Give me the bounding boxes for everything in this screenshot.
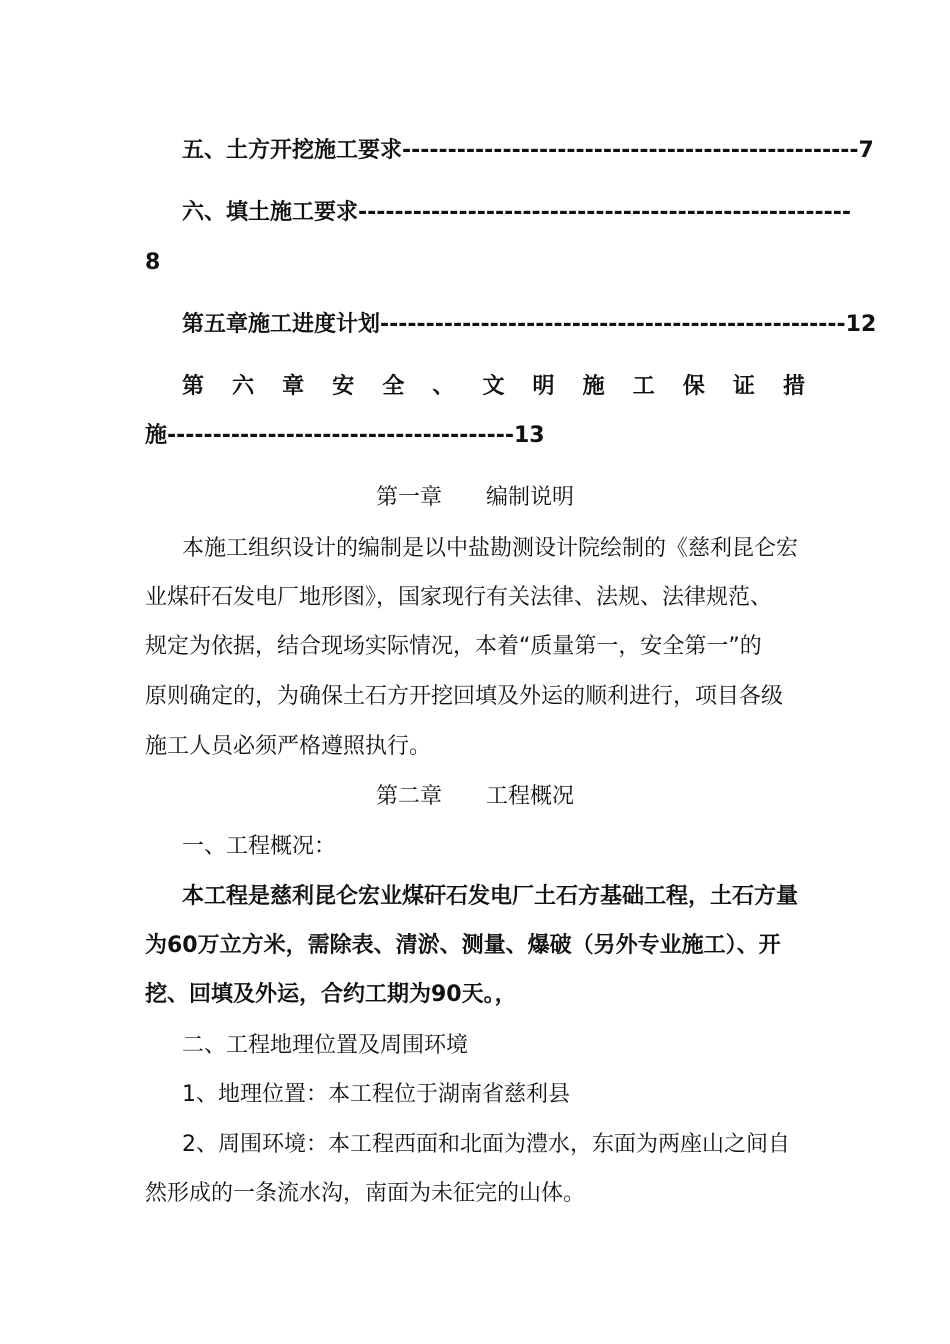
toc-chapter-6-page: 施--------------------------------------13: [145, 423, 545, 448]
paragraph-line: 本工程是慈利昆仑宏业煤矸石发电厂土石方基础工程，土石方量: [182, 884, 799, 909]
toc-char: 明: [532, 374, 555, 399]
paragraph-line: 规定为依据，结合现场实际情况，本着“质量第一，安全第一”的: [145, 634, 762, 659]
toc-char: 六: [232, 374, 255, 399]
paragraph-line: 挖、回填及外运，合约工期为90天。，: [145, 982, 517, 1007]
toc-chapter-5: 第五章施工进度计划---------------------------------------------------12: [182, 312, 877, 337]
toc-char: 、: [432, 374, 455, 399]
paragraph-line: 2、周围环境：本工程西面和北面为澧水，东面为两座山之间自: [182, 1132, 790, 1157]
section-heading: 一、工程概况：: [182, 834, 337, 859]
toc-char: 措: [782, 374, 805, 399]
paragraph-line: 业煤矸石发电厂地形图》，国家现行有关法律、法规、法律规范、: [145, 585, 773, 610]
paragraph-line: 1、地理位置：本工程位于湖南省慈利县: [182, 1082, 570, 1107]
toc-char: 证: [732, 374, 755, 399]
toc-char: 保: [682, 374, 705, 399]
toc-char: 施: [582, 374, 605, 399]
toc-item-6: 六、填土施工要求------------------------------------------------------: [182, 200, 852, 225]
paragraph-line: 施工人员必须严格遵照执行。: [145, 734, 432, 759]
toc-char: 全: [382, 374, 405, 399]
chapter-1-title: 第一章 编制说明: [375, 485, 574, 510]
toc-item-5: 五、土方开挖施工要求--------------------------------------------------7: [182, 138, 874, 163]
toc-char: 工: [632, 374, 655, 399]
paragraph-line: 然形成的一条流水沟，南面为未征完的山体。: [145, 1181, 586, 1206]
paragraph-line: 本施工组织设计的编制是以中盐勘测设计院绘制的《慈利昆仑宏: [182, 536, 799, 561]
toc-char: 章: [282, 374, 305, 399]
section-heading: 二、工程地理位置及周围环境: [182, 1033, 469, 1058]
toc-char: 第: [182, 374, 205, 399]
toc-char: 文: [482, 374, 505, 399]
toc-chapter-6: [182, 367, 805, 407]
toc-item-6-page: 8: [145, 250, 161, 275]
chapter-2-title: 第二章 工程概况: [375, 784, 574, 809]
toc-char: 安: [332, 374, 355, 399]
paragraph-line: 为60万立方米，需除表、清淤、测量、爆破（另外专业施工）、开: [145, 933, 781, 958]
paragraph-line: 原则确定的，为确保土石方开挖回填及外运的顺利进行，项目各级: [145, 684, 784, 709]
